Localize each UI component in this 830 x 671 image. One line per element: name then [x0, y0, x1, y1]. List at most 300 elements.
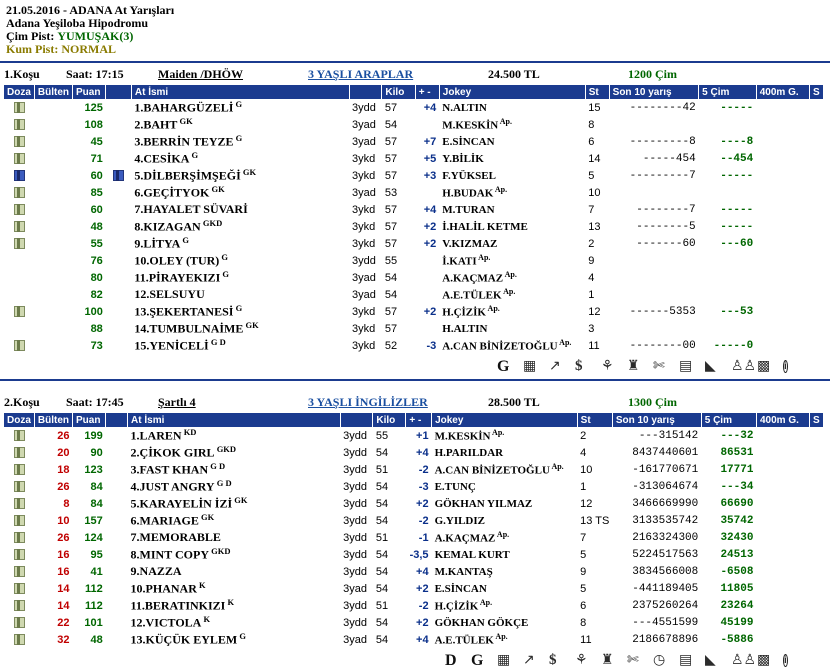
th-at-ismi[interactable]: At İsmi — [128, 413, 341, 427]
jockey-silk-icon — [13, 446, 26, 459]
table-row[interactable] — [4, 631, 824, 648]
jockey-cell[interactable]: M.TURAN — [442, 203, 495, 216]
horse-name-cell[interactable]: 8.MINT COPY $^{GKD}$ — [130, 546, 231, 562]
age-cell: 3ykd — [352, 339, 376, 352]
doza-cell[interactable] — [4, 580, 34, 597]
age-cell: 3ydd — [343, 565, 367, 578]
dagilim-icon[interactable]: ◣ — [705, 359, 716, 374]
table-row[interactable] — [4, 495, 824, 512]
plus-minus-cell: +2 — [423, 305, 437, 318]
table-row[interactable] — [4, 116, 824, 133]
hesap-makinesi-icon[interactable]: ▤ — [679, 653, 693, 668]
jockey-cell[interactable]: KEMAL KURT — [434, 548, 510, 561]
five-turf-cell: ----8 — [720, 135, 754, 148]
plus-minus-cell: +4 — [416, 446, 429, 459]
doza-cell[interactable] — [4, 427, 34, 444]
jockey-silk-icon — [13, 514, 26, 527]
th-puan[interactable]: Puan — [73, 85, 106, 99]
gazete-g-icon[interactable]: G — [497, 358, 510, 375]
horse-name-cell[interactable]: 12.SELSUYU — [134, 287, 205, 301]
table-row[interactable] — [4, 529, 824, 546]
th-silk — [106, 413, 128, 427]
table-row[interactable] — [4, 218, 824, 235]
silk-cell — [106, 461, 128, 478]
plus-minus-cell: +2 — [423, 237, 437, 250]
gazete-d-icon[interactable]: D — [445, 652, 457, 669]
doza-cell[interactable] — [4, 614, 34, 631]
table-row[interactable] — [4, 133, 824, 150]
jockey-cell[interactable]: GÖKHAN YILMAZ — [434, 497, 533, 510]
th-puan[interactable]: Puan — [73, 413, 106, 427]
bulten-cell — [34, 150, 72, 167]
age-cell: 3yad — [352, 271, 376, 284]
doza-cell[interactable] — [4, 303, 34, 320]
kupa-icon[interactable]: ♜ — [627, 359, 640, 374]
silk-cell — [106, 133, 132, 150]
horse-name-cell[interactable]: 7.HAYALET SÜVARİ — [134, 202, 248, 216]
plus-minus-cell: -3 — [418, 480, 429, 493]
table-row[interactable] — [4, 614, 824, 631]
age-cell: 3yad — [343, 582, 367, 595]
th-5cim[interactable]: 5 Çim — [699, 85, 757, 99]
silk-cell — [106, 337, 132, 354]
last10-cell: 3133535742 — [632, 514, 699, 527]
th-plus-minus[interactable]: + - — [415, 85, 439, 99]
plus-minus-cell: +4 — [416, 565, 429, 578]
horse-name-cell[interactable]: 3.FAST KHAN $^{G D}$ — [130, 461, 226, 477]
last400-cell — [756, 614, 809, 631]
turf-label: Çim Pist: — [6, 29, 55, 43]
horse-name-cell[interactable]: 4.CESİKA $^G$ — [134, 150, 199, 166]
kamera-icon[interactable]: ▩ — [757, 653, 771, 668]
horse-name-cell[interactable]: 9.NAZZA — [130, 564, 182, 578]
makas-icon[interactable]: ✄ — [627, 653, 639, 668]
jockey-cell[interactable]: A.CAN BİNİZETOĞLU $^{Ap.}$ — [442, 338, 572, 353]
last10-cell — [609, 184, 699, 201]
jockey-cell[interactable]: M.KESKİN $^{Ap.}$ — [434, 428, 505, 443]
puan-cell: 100 — [84, 305, 103, 318]
istatistik-icon[interactable]: ▦ — [523, 359, 537, 374]
jockey-cell[interactable]: G.YILDIZ — [434, 514, 485, 527]
jockey-cell[interactable]: N.ALTIN — [442, 101, 487, 114]
silk-cell — [106, 167, 132, 184]
gazete-g-icon[interactable]: G — [471, 652, 484, 669]
jockey-cell[interactable]: A.KAÇMAZ $^{Ap.}$ — [442, 270, 517, 285]
age-cell: 3ykd — [352, 322, 376, 335]
weight-cell: 54 — [375, 616, 389, 629]
last400-cell — [756, 150, 809, 167]
seyirci-icon[interactable]: ♙♙ — [731, 359, 757, 374]
jockey-cell[interactable]: A.E.TÜLEK $^{Ap.}$ — [442, 287, 516, 302]
last10-cell: 2163324300 — [632, 531, 699, 544]
kamera-icon[interactable]: ▩ — [757, 359, 771, 374]
table-row[interactable] — [4, 320, 824, 337]
age-cell: 3ykd — [352, 237, 376, 250]
makas-icon[interactable]: ✄ — [653, 359, 665, 374]
table-row[interactable] — [4, 427, 824, 444]
plus-minus-cell: -1 — [418, 531, 429, 544]
race-1-table — [4, 85, 824, 354]
race-2-iconbar — [0, 648, 830, 671]
jockey-cell[interactable]: A.E.TÜLEK $^{Ap.}$ — [434, 632, 508, 647]
th-doza[interactable]: Doza — [4, 413, 34, 427]
th-bulten[interactable]: Bülten — [34, 413, 72, 427]
start-cell: 12 — [588, 305, 601, 318]
bulten-cell: 22 — [57, 616, 70, 629]
horse-name-cell[interactable]: 10.PHANAR $^K$ — [130, 580, 206, 596]
jockey-cell[interactable]: H.BUDAK $^{Ap.}$ — [442, 185, 508, 200]
doza-cell[interactable] — [4, 269, 34, 286]
th-kilo[interactable]: Kilo — [382, 85, 415, 99]
age-cell: 3ykd — [352, 305, 376, 318]
horse-name-cell[interactable]: 10.OLEY (TUR) $^G$ — [134, 252, 229, 268]
puan-cell: 73 — [90, 339, 103, 352]
th-plus-minus[interactable]: + - — [406, 413, 432, 427]
table-row[interactable] — [4, 597, 824, 614]
doza-cell[interactable] — [4, 597, 34, 614]
last10-cell — [609, 286, 699, 303]
five-turf-cell: 35742 — [720, 514, 754, 527]
horse-name-cell[interactable]: 7.MEMORABLE — [130, 530, 221, 544]
race-1-condition[interactable] — [158, 67, 308, 82]
doza-cell[interactable] — [4, 478, 34, 495]
last10-cell: 2375260264 — [632, 599, 699, 612]
jockey-cell[interactable]: E.SİNCAN — [442, 135, 495, 148]
jockey-silk-icon — [13, 203, 26, 216]
paylas-icon[interactable]: ↗ — [549, 359, 561, 374]
silk-cell — [106, 184, 132, 201]
puan-cell: 90 — [90, 446, 103, 459]
th-son10[interactable]: Son 10 yarış — [612, 413, 701, 427]
table-row[interactable] — [4, 235, 824, 252]
doza-cell[interactable] — [4, 116, 34, 133]
jockey-silk-icon — [112, 169, 125, 182]
doza-cell[interactable] — [4, 167, 34, 184]
doza-cell[interactable] — [4, 631, 34, 648]
jockey-silk-icon — [13, 565, 26, 578]
last10-cell: --------42 — [629, 101, 696, 114]
age-cell: 3ydd — [343, 548, 367, 561]
doza-cell[interactable] — [4, 495, 34, 512]
silk-cell — [106, 99, 132, 116]
jockey-cell[interactable]: E.TUNÇ — [434, 480, 476, 493]
silk-cell — [106, 427, 128, 444]
horse-name-cell[interactable]: 6.GEÇİTYOK $^{GK}$ — [134, 184, 225, 200]
race-2-table — [4, 413, 824, 648]
race-1-group-link[interactable]: 3 YAŞLI ARAPLAR — [308, 67, 414, 81]
race-1-group[interactable] — [308, 67, 488, 82]
table-row[interactable] — [4, 252, 824, 269]
horse-name-cell[interactable]: 5.KARAYELİN İZİ $^{GK}$ — [130, 495, 248, 511]
doza-cell[interactable] — [4, 546, 34, 563]
last10-cell: --------5 — [636, 220, 696, 233]
table-row[interactable] — [4, 512, 824, 529]
bulten-cell — [34, 218, 72, 235]
doza-cell[interactable] — [4, 150, 34, 167]
bulten-cell — [34, 116, 72, 133]
age-cell: 3ydd — [343, 616, 367, 629]
table-row[interactable] — [4, 563, 824, 580]
horse-name-cell[interactable]: 9.LİTYA $^G$ — [134, 235, 190, 251]
s-cell — [810, 303, 824, 320]
five-turf-cell: ---32 — [720, 429, 754, 442]
th-doza[interactable]: Doza — [4, 85, 34, 99]
turf-value: YUMUŞAK(3) — [57, 29, 134, 43]
th-5cim[interactable]: 5 Çim — [701, 413, 756, 427]
th-400m[interactable]: 400m G. — [756, 85, 809, 99]
start-cell: 8 — [580, 616, 587, 629]
race-2-distance: 1300 Çim — [628, 395, 677, 409]
s-cell — [809, 563, 823, 580]
nal-icon[interactable]: ⚘ — [601, 359, 614, 374]
age-cell: 3ydd — [343, 531, 367, 544]
last400-cell — [756, 286, 809, 303]
jockey-cell[interactable]: GÖKHAN GÖKÇE — [434, 616, 529, 629]
horse-name-cell[interactable]: 2.BAHT $^{GK}$ — [134, 116, 193, 132]
jockey-silk-icon — [13, 135, 26, 148]
jockey-silk-icon — [13, 633, 26, 646]
jockey-cell[interactable]: M.KANTAŞ — [434, 565, 493, 578]
puan-cell: 60 — [90, 169, 103, 182]
saat-icon[interactable]: ◷ — [653, 653, 666, 668]
dagilim-icon[interactable]: ◣ — [705, 653, 716, 668]
puan-cell: 84 — [90, 497, 103, 510]
table-row[interactable] — [4, 478, 824, 495]
th-jokey[interactable]: Jokey — [432, 413, 578, 427]
jockey-cell[interactable]: E.SİNCAN — [434, 582, 487, 595]
last400-cell — [756, 337, 809, 354]
bulten-cell — [34, 184, 72, 201]
last400-cell — [756, 269, 809, 286]
table-row[interactable] — [4, 303, 824, 320]
kupa-icon[interactable]: ♜ — [601, 653, 614, 668]
s-cell — [810, 269, 824, 286]
bulten-cell — [34, 303, 72, 320]
table-row[interactable] — [4, 167, 824, 184]
doza-cell[interactable] — [4, 99, 34, 116]
last400-cell — [756, 478, 809, 495]
weight-cell: 57 — [384, 135, 398, 148]
hesap-makinesi-icon[interactable]: ▤ — [679, 359, 693, 374]
th-kilo[interactable]: Kilo — [373, 413, 406, 427]
weight-cell: 57 — [384, 237, 398, 250]
five-turf-cell — [699, 184, 757, 201]
jockey-cell[interactable]: Y.BİLİK — [442, 152, 484, 165]
puan-cell: 101 — [84, 616, 103, 629]
last400-cell — [756, 116, 809, 133]
seyirci-icon[interactable]: ♙♙ — [731, 653, 757, 668]
doza-cell[interactable] — [4, 529, 34, 546]
jockey-cell[interactable]: F.YÜKSEL — [442, 169, 496, 182]
puan-cell: 108 — [84, 118, 103, 131]
weight-cell: 54 — [375, 548, 389, 561]
doza-cell[interactable] — [4, 133, 34, 150]
last10-cell: -----454 — [642, 152, 696, 165]
silk-cell — [106, 269, 132, 286]
s-cell — [809, 546, 823, 563]
table-row[interactable] — [4, 184, 824, 201]
five-turf-cell: 24513 — [720, 548, 754, 561]
table-row[interactable] — [4, 269, 824, 286]
s-cell — [809, 614, 823, 631]
jockey-cell[interactable]: A.KAÇMAZ $^{Ap.}$ — [434, 530, 510, 545]
paylas-icon[interactable]: ↗ — [523, 653, 535, 668]
jockey-cell[interactable]: H.ALTIN — [442, 322, 488, 335]
start-cell: 7 — [588, 203, 595, 216]
horse-name-cell[interactable]: 2.ÇİKOK GIRL $^{GKD}$ — [130, 444, 237, 460]
table-row[interactable] — [4, 150, 824, 167]
jockey-cell[interactable]: İ.KATI $^{Ap.}$ — [442, 253, 491, 268]
th-jokey[interactable]: Jokey — [439, 85, 585, 99]
horse-name-cell[interactable]: 12.VICTOLA $^K$ — [130, 614, 211, 630]
race-1-divider — [0, 379, 830, 381]
race-2-condition[interactable] — [158, 395, 308, 410]
doza-cell[interactable] — [4, 337, 34, 354]
horse-name-cell[interactable]: 6.MARIAGE $^{GK}$ — [130, 512, 215, 528]
puan-cell: 76 — [90, 254, 103, 267]
jockey-silk-icon — [13, 118, 26, 131]
doza-cell[interactable] — [4, 252, 34, 269]
jockey-silk-icon — [13, 186, 26, 199]
puan-cell: 124 — [84, 531, 103, 544]
five-turf-cell: 23264 — [720, 599, 754, 612]
five-turf-cell: ----- — [720, 203, 754, 216]
th-s[interactable]: S — [810, 85, 824, 99]
weight-cell: 54 — [384, 271, 398, 284]
age-cell: 3yad — [352, 118, 376, 131]
jockey-cell[interactable]: V.KIZMAZ — [442, 237, 498, 250]
table-row[interactable] — [4, 286, 824, 303]
horse-name-cell[interactable]: 4.JUST ANGRY $^{G D}$ — [130, 478, 232, 494]
doza-cell[interactable] — [4, 461, 34, 478]
race-2-group[interactable] — [308, 395, 488, 410]
plus-minus-cell — [415, 116, 439, 133]
th-st[interactable]: St — [585, 85, 609, 99]
race-2-condition-link[interactable]: Şartlı 4 — [158, 395, 196, 409]
silk-cell — [106, 495, 128, 512]
horse-name-cell[interactable]: 11.PİRAYEKIZI $^G$ — [134, 269, 230, 285]
jockey-cell[interactable]: A.CAN BİNİZETOĞLU $^{Ap.}$ — [434, 462, 564, 477]
bulten-cell — [34, 99, 72, 116]
plus-minus-cell: +7 — [423, 135, 437, 148]
th-st[interactable]: St — [577, 413, 612, 427]
table-row[interactable] — [4, 99, 824, 116]
last10-cell: ---------8 — [629, 135, 696, 148]
turf-condition — [6, 30, 830, 43]
start-cell: 11 — [588, 339, 600, 352]
table-row[interactable] — [4, 201, 824, 218]
horse-name-cell[interactable]: 5.DİLBERŞİMŞEĞİ $^{GK}$ — [134, 167, 257, 183]
last10-cell: ------5353 — [629, 305, 696, 318]
age-cell: 3ydd — [343, 599, 367, 612]
race-2-group-link[interactable]: 3 YAŞLI İNGİLİZLER — [308, 395, 428, 409]
doza-cell[interactable] — [4, 512, 34, 529]
horse-name-cell[interactable]: 13.KÜÇÜK EYLEM $^G$ — [130, 631, 246, 647]
horse-name-cell[interactable]: 1.LAREN $^{KD}$ — [130, 427, 197, 443]
age-cell: 3ydd — [352, 101, 376, 114]
s-cell — [809, 597, 823, 614]
th-400m[interactable]: 400m G. — [756, 413, 809, 427]
silk-cell — [106, 529, 128, 546]
race-1-condition-link[interactable]: Maiden /DHÖW — [158, 67, 244, 81]
th-s[interactable]: S — [809, 413, 823, 427]
horse-name-cell[interactable]: 14.TUMBULNAİME $^{GK}$ — [134, 320, 259, 336]
table-row[interactable] — [4, 546, 824, 563]
plus-minus-cell: +2 — [423, 220, 437, 233]
race-1-number: 1.Koşu — [4, 67, 40, 81]
doza-cell[interactable] — [4, 320, 34, 337]
jockey-cell[interactable]: H.PARILDAR — [434, 446, 504, 459]
table-row[interactable] — [4, 444, 824, 461]
weight-cell: 57 — [384, 322, 398, 335]
race-2-header-row — [4, 413, 824, 427]
horse-name-cell[interactable]: 11.BERATINKIZI $^K$ — [130, 597, 235, 613]
s-cell — [810, 320, 824, 337]
jockey-cell[interactable]: İ.HALİL KETME — [442, 220, 528, 233]
weight-cell: 55 — [384, 254, 398, 267]
jockey-silk-icon — [13, 237, 26, 250]
silk-cell — [106, 286, 132, 303]
doza-cell[interactable] — [4, 286, 34, 303]
jockey-silk-icon — [13, 429, 26, 442]
plus-minus-cell — [415, 286, 439, 303]
start-cell: 4 — [588, 271, 595, 284]
th-son10[interactable]: Son 10 yarış — [609, 85, 699, 99]
doza-cell[interactable] — [4, 235, 34, 252]
bilgi-icon[interactable]: i — [784, 361, 787, 372]
jockey-cell[interactable]: H.ÇİZİK $^{Ap.}$ — [434, 598, 493, 613]
puan-cell: 41 — [90, 565, 103, 578]
race-1-header-row — [4, 85, 824, 99]
doza-cell[interactable] — [4, 218, 34, 235]
table-row[interactable] — [4, 580, 824, 597]
puan-cell: 45 — [90, 135, 103, 148]
last400-cell — [756, 252, 809, 269]
th-bulten[interactable]: Bülten — [34, 85, 72, 99]
last10-cell: 8437440601 — [632, 446, 699, 459]
horse-name-cell[interactable]: 8.KIZAGAN $^{GKD}$ — [134, 218, 223, 234]
silk-cell — [106, 320, 132, 337]
jockey-cell[interactable]: M.KESKİN $^{Ap.}$ — [442, 117, 513, 132]
puan-cell: 55 — [90, 237, 103, 250]
jockey-cell[interactable]: H.ÇİZİK $^{Ap.}$ — [442, 304, 500, 319]
silk-cell — [106, 252, 132, 269]
istatistik-icon[interactable]: ▦ — [497, 653, 511, 668]
bulten-cell: 14 — [57, 599, 70, 612]
doza-cell[interactable] — [4, 201, 34, 218]
bahis-icon[interactable]: $ — [575, 358, 583, 374]
five-turf-cell: ----- — [720, 101, 754, 114]
doza-cell[interactable] — [4, 563, 34, 580]
bahis-icon[interactable]: $ — [549, 652, 557, 668]
horse-name-cell[interactable]: 3.BERRİN TEYZE $^G$ — [134, 133, 243, 149]
bilgi-icon[interactable]: i — [784, 655, 787, 666]
start-cell: 9 — [588, 254, 595, 267]
th-at-ismi[interactable]: At İsmi — [131, 85, 349, 99]
doza-cell[interactable] — [4, 444, 34, 461]
age-cell: 3yad — [352, 135, 376, 148]
table-row[interactable] — [4, 461, 824, 478]
doza-cell[interactable] — [4, 184, 34, 201]
age-cell: 3ydd — [343, 514, 367, 527]
horse-name-cell[interactable]: 13.ŞEKERTANESİ $^G$ — [134, 303, 243, 319]
puan-cell: 48 — [90, 220, 103, 233]
table-row[interactable] — [4, 337, 824, 354]
horse-name-cell[interactable]: 15.YENİCELİ $^{G D}$ — [134, 337, 226, 353]
s-cell — [809, 495, 823, 512]
nal-icon[interactable]: ⚘ — [575, 653, 588, 668]
horse-name-cell[interactable]: 1.BAHARGÜZELİ $^G$ — [134, 99, 243, 115]
